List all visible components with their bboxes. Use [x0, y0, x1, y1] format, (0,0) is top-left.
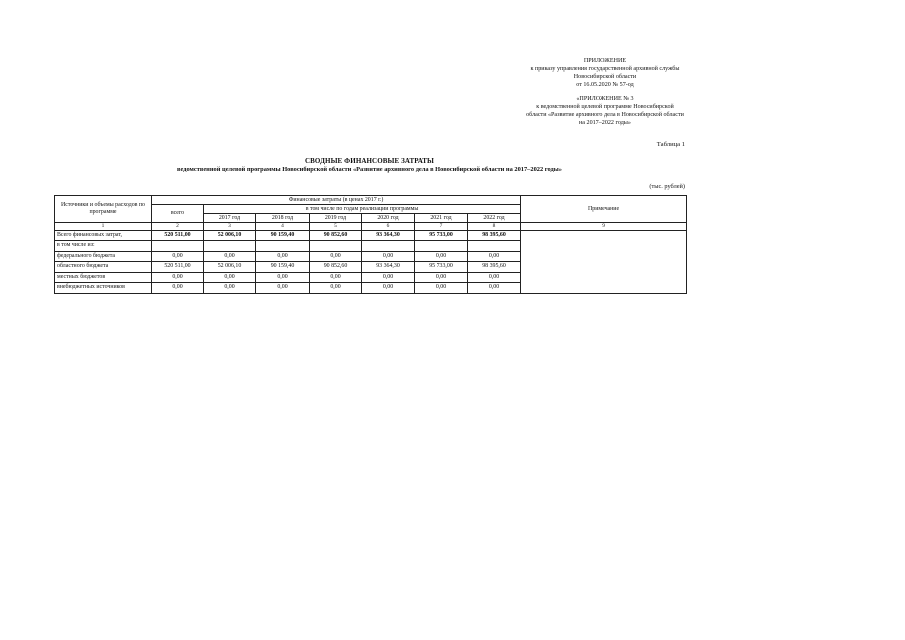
cell-value: 93 364,30 — [362, 262, 415, 273]
cell-value: 90 852,60 — [310, 262, 362, 273]
column-number: 9 — [521, 223, 687, 231]
row-label: федерального бюджета — [55, 251, 152, 262]
table-row — [55, 230, 687, 241]
column-number: 5 — [310, 223, 362, 231]
cell-value: 0,00 — [310, 272, 362, 283]
row-label: внебюджетных источников — [55, 283, 152, 294]
cell-value: 0,00 — [468, 283, 521, 294]
cell-value: 0,00 — [256, 251, 310, 262]
row-label: Всего финансовых затрат, — [55, 230, 152, 241]
header-year: 2020 год — [362, 214, 415, 223]
header-year: 2021 год — [415, 214, 468, 223]
cell-value: 0,00 — [415, 283, 468, 294]
header-year: 2018 год — [256, 214, 310, 223]
cell-value: 98 395,60 — [468, 262, 521, 273]
column-number: 8 — [468, 223, 521, 231]
cell-value — [468, 241, 521, 252]
cell-value: 0,00 — [256, 272, 310, 283]
column-number: 4 — [256, 223, 310, 231]
appendix-line: на 2017–2022 годы» — [579, 120, 631, 126]
cell-value: 0,00 — [415, 251, 468, 262]
column-number: 7 — [415, 223, 468, 231]
note-cell — [521, 230, 687, 293]
cell-value: 0,00 — [415, 272, 468, 283]
column-number: 2 — [152, 223, 204, 231]
document-subtitle: ведомственной целевой программы Новосибирской области «Развитие архивного дела в Новосибирской области на 2017–2022 годы» — [177, 166, 562, 173]
column-number: 6 — [362, 223, 415, 231]
appendix-header — [500, 57, 710, 127]
cell-value: 52 006,10 — [204, 262, 256, 273]
units-label: (тыс. рублей) — [649, 183, 685, 190]
cell-value — [415, 241, 468, 252]
cell-value: 0,00 — [362, 251, 415, 262]
cell-value: 90 159,40 — [256, 262, 310, 273]
cell-value: 98 395,60 — [468, 230, 521, 241]
cell-value: 90 852,60 — [310, 230, 362, 241]
cell-value — [152, 241, 204, 252]
cell-value: 52 006,10 — [204, 230, 256, 241]
appendix-line: области «Развитие архивного дела в Новосибирской области — [526, 112, 684, 118]
appendix-line: ПРИЛОЖЕНИЕ — [583, 58, 627, 64]
cell-value — [310, 241, 362, 252]
document-title: СВОДНЫЕ ФИНАНСОВЫЕ ЗАТРАТЫ — [304, 157, 434, 165]
cell-value: 0,00 — [310, 251, 362, 262]
cell-value: 0,00 — [152, 283, 204, 294]
row-label: в том числе из: — [55, 241, 152, 252]
cell-value: 95 733,00 — [415, 230, 468, 241]
header-by-years: в том числе по годам реализации программы — [204, 205, 521, 214]
header-fin-costs: Финансовые затраты (в ценах 2017 г.) — [152, 196, 521, 205]
row-label: местных бюджетов — [55, 272, 152, 283]
cell-value: 95 733,00 — [415, 262, 468, 273]
header-year: 2017 год — [204, 214, 256, 223]
appendix-line: к приказу управления государственной архивной службы — [530, 66, 680, 72]
cell-value: 0,00 — [468, 251, 521, 262]
cell-value: 0,00 — [204, 272, 256, 283]
row-label: областного бюджета — [55, 262, 152, 273]
cell-value: 0,00 — [152, 272, 204, 283]
cell-value — [256, 241, 310, 252]
cell-value — [362, 241, 415, 252]
header-year: 2019 год — [310, 214, 362, 223]
cell-value: 0,00 — [468, 272, 521, 283]
appendix-line: «ПРИЛОЖЕНИЕ № 3 — [576, 96, 634, 102]
cell-value: 0,00 — [256, 283, 310, 294]
appendix-line: от 16.05.2020 № 57-од — [576, 82, 634, 88]
cell-value: 520 511,00 — [152, 230, 204, 241]
cell-value: 90 159,40 — [256, 230, 310, 241]
table-number: Таблица 1 — [656, 141, 685, 148]
header-note: Примечание — [521, 196, 687, 223]
cell-value: 0,00 — [362, 283, 415, 294]
cell-value: 0,00 — [204, 251, 256, 262]
column-number: 3 — [204, 223, 256, 231]
header-year: 2022 год — [468, 214, 521, 223]
cell-value: 0,00 — [204, 283, 256, 294]
cell-value: 0,00 — [310, 283, 362, 294]
header-total: всего — [152, 205, 204, 223]
header-source: Источники и объемы расходов по программе — [55, 196, 152, 223]
cell-value — [204, 241, 256, 252]
column-number: 1 — [55, 223, 152, 231]
cell-value: 0,00 — [362, 272, 415, 283]
cell-value: 0,00 — [152, 251, 204, 262]
cell-value: 93 364,30 — [362, 230, 415, 241]
cell-value: 520 511,00 — [152, 262, 204, 273]
appendix-line: Новосибирской области — [573, 74, 637, 80]
appendix-line: к ведомственной целевой программе Новосибирской — [536, 104, 674, 110]
financial-costs-table — [54, 195, 687, 294]
